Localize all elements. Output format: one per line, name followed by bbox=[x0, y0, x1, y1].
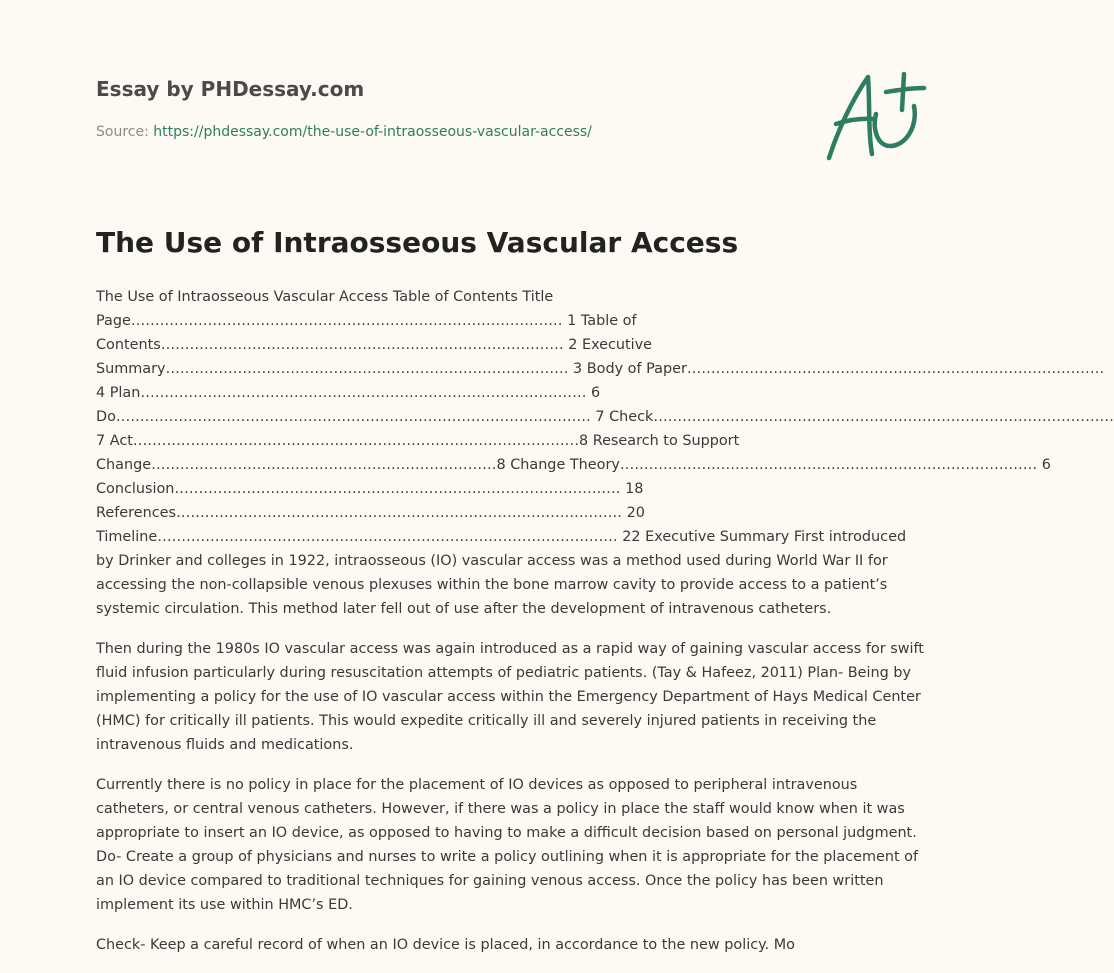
essay-paragraph: Currently there is no policy in place for the placement of IO devices as opposed to peripheral intravenous catheters, or central venous catheters. However, if there was a policy in place the staff would know when it was appropriate to insert an IO device, as opposed to having to make a difficult decision based on personal judgment. Do- Create a group of physicians and nurses to write a policy outlining when it is appropriate for the placement of an IO device compared to traditional techniques for gaining venous access. Once the policy has been written implement its use within HMC’s ED. bbox=[96, 777, 919, 913]
source-line bbox=[96, 124, 592, 140]
essay-paragraph: Then during the 1980s IO vascular access was again introduced as a rapid way of gaining vascular access for swift fluid infusion particularly during resuscitation attempts of pediatric patients. (Tay & Hafeez, 2011) Plan- Being by implementing a policy for the use of IO vascular access within the Emergency Department of Hays Medical Center (HMC) for critically ill patients. This would expedite critically ill and severely injured patients in receiving the intravenous fluids and medications. bbox=[96, 641, 924, 753]
site-title: Essay by PHDessay.com bbox=[96, 77, 365, 101]
toc-line: Page……………………………………………………………………………… 1 Table of bbox=[96, 313, 637, 329]
toc-line: Contents………………………………………………………………………… 2 Executive bbox=[96, 337, 653, 353]
toc-line: Conclusion………………………………………………………………………………… 18 bbox=[96, 481, 644, 497]
table-of-contents bbox=[96, 285, 1114, 525]
toc-line: Change………………………………………………………………8 Change Theory…………………………………………………………………………… 6 bbox=[96, 457, 1051, 473]
toc-line: The Use of Intraosseous Vascular Access Table of Contents Title bbox=[96, 289, 554, 305]
essay-paragraph: Timeline…………………………………………………………………………………… 22 Executive Summary First introduced by Drinker and colleges in 1922, intraosseous (IO) vascular access was a method used during World War II for accessing the non-collapsible venous plexuses within the bone marrow cavity to provide access to a patient’s systemic circulation. This method later fell out of use after the development of intravenous catheters. bbox=[96, 529, 907, 617]
essay-body bbox=[96, 285, 1114, 973]
toc-line: References………………………………………………………………………………… 20 bbox=[96, 505, 645, 521]
toc-line: Do……………………………………………………………………………………… 7 Check…………………………………………………………………………………… bbox=[96, 409, 1114, 425]
source-link[interactable]: https://phdessay.com/the-use-of-intraosseous-vascular-access/ bbox=[153, 124, 592, 140]
source-label: Source: bbox=[96, 124, 154, 140]
essay-paragraph: Check- Keep a careful record of when an IO device is placed, in accordance to the new policy. Mo bbox=[96, 937, 795, 953]
a-plus-icon bbox=[822, 68, 930, 166]
toc-line: Summary………………………………………………………………………… 3 Body of Paper…………………………………………………………………………… bbox=[96, 361, 1105, 377]
essay-title: The Use of Intraosseous Vascular Access bbox=[96, 226, 739, 259]
toc-line: 4 Plan………………………………………………………………………………… 6 bbox=[96, 385, 601, 401]
toc-line: 7 Act…………………………………………………………………………………8 Research to Support bbox=[96, 433, 740, 449]
